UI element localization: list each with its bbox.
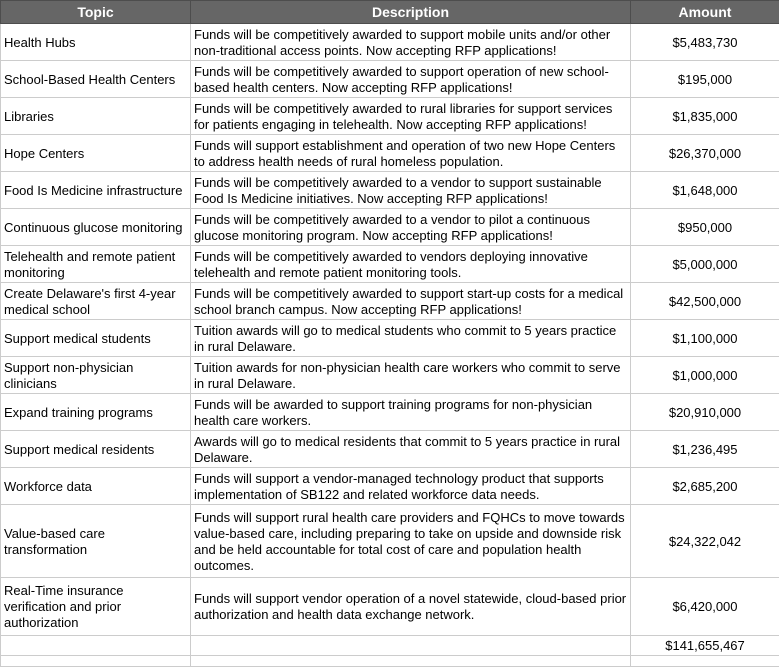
table-row (1, 431, 779, 468)
topic-cell: Telehealth and remote patient monitoring (1, 246, 191, 283)
header-topic: Topic (1, 1, 191, 24)
amount-cell: $24,322,042 (631, 505, 779, 578)
amount-cell: $1,236,495 (631, 431, 779, 468)
amount-cell: $195,000 (631, 61, 779, 98)
table-row (1, 24, 779, 61)
amount-cell: $5,483,730 (631, 24, 779, 61)
topic-cell: Libraries (1, 98, 191, 135)
description-cell: Funds will be competitively awarded to support start-up costs for a medical school branch campus. Now accepting RFP applications! (191, 283, 631, 320)
description-cell: Funds will support vendor operation of a novel statewide, cloud-based prior authorization and health data exchange network. (191, 578, 631, 636)
total-amount-cell: $141,655,467 (631, 636, 779, 656)
amount-cell: $950,000 (631, 209, 779, 246)
table-row (1, 135, 779, 172)
amount-cell: $20,910,000 (631, 394, 779, 431)
table-row (1, 505, 779, 578)
description-cell: Funds will support rural health care providers and FQHCs to move towards value-based care, including preparing to take on upside and downside risk and be held accountable for total cost of care and population health outcomes. (191, 505, 631, 578)
total-topic-cell (1, 636, 191, 656)
amount-cell: $1,835,000 (631, 98, 779, 135)
amount-cell: $26,370,000 (631, 135, 779, 172)
total-row (1, 636, 779, 656)
description-cell: Funds will support a vendor-managed technology product that supports implementation of SB122 and related workforce data needs. (191, 468, 631, 505)
table-row (1, 98, 779, 135)
amount-cell: $1,100,000 (631, 320, 779, 357)
table-row (1, 394, 779, 431)
description-cell: Funds will be competitively awarded to a vendor to support sustainable Food Is Medicine initiatives. Now accepting RFP applications! (191, 172, 631, 209)
topic-cell: Value-based care transformation (1, 505, 191, 578)
table-row (1, 468, 779, 505)
topic-cell: School-Based Health Centers (1, 61, 191, 98)
description-cell: Funds will be competitively awarded to rural libraries for support services for patients engaging in telehealth. Now accepting RFP applications! (191, 98, 631, 135)
table-row (1, 578, 779, 636)
table-row (1, 320, 779, 357)
empty-cell (191, 656, 631, 667)
table-row (1, 172, 779, 209)
topic-cell: Create Delaware's first 4-year medical school (1, 283, 191, 320)
topic-cell: Support medical students (1, 320, 191, 357)
description-cell: Funds will support establishment and operation of two new Hope Centers to address health needs of rural homeless population. (191, 135, 631, 172)
table-row (1, 283, 779, 320)
description-cell: Funds will be competitively awarded to support operation of new school-based health centers. Now accepting RFP applications! (191, 61, 631, 98)
amount-cell: $1,648,000 (631, 172, 779, 209)
table-row (1, 61, 779, 98)
amount-cell: $5,000,000 (631, 246, 779, 283)
amount-cell: $6,420,000 (631, 578, 779, 636)
description-cell: Funds will be competitively awarded to vendors deploying innovative telehealth and remote patient monitoring tools. (191, 246, 631, 283)
description-cell: Tuition awards for non-physician health care workers who commit to serve in rural Delaware. (191, 357, 631, 394)
empty-row (1, 656, 779, 667)
table-row (1, 357, 779, 394)
topic-cell: Real-Time insurance verification and prior authorization (1, 578, 191, 636)
topic-cell: Hope Centers (1, 135, 191, 172)
total-description-cell (191, 636, 631, 656)
amount-cell: $42,500,000 (631, 283, 779, 320)
topic-cell: Support non-physician clinicians (1, 357, 191, 394)
topic-cell: Support medical residents (1, 431, 191, 468)
topic-cell: Continuous glucose monitoring (1, 209, 191, 246)
topic-cell: Expand training programs (1, 394, 191, 431)
amount-cell: $1,000,000 (631, 357, 779, 394)
description-cell: Tuition awards will go to medical students who commit to 5 years practice in rural Delaware. (191, 320, 631, 357)
description-cell: Awards will go to medical residents that commit to 5 years practice in rural Delaware. (191, 431, 631, 468)
description-cell: Funds will be awarded to support training programs for non-physician health care workers. (191, 394, 631, 431)
topic-cell: Health Hubs (1, 24, 191, 61)
table-row (1, 209, 779, 246)
empty-cell (1, 656, 191, 667)
header-amount: Amount (631, 1, 779, 24)
topic-cell: Food Is Medicine infrastructure (1, 172, 191, 209)
description-cell: Funds will be competitively awarded to support mobile units and/or other non-traditional access points. Now accepting RFP applications! (191, 24, 631, 61)
description-cell: Funds will be competitively awarded to a vendor to pilot a continuous glucose monitoring program. Now accepting RFP applications! (191, 209, 631, 246)
header-description: Description (191, 1, 631, 24)
empty-cell (631, 656, 779, 667)
topic-cell: Workforce data (1, 468, 191, 505)
table-row (1, 246, 779, 283)
header-row (1, 1, 779, 24)
amount-cell: $2,685,200 (631, 468, 779, 505)
